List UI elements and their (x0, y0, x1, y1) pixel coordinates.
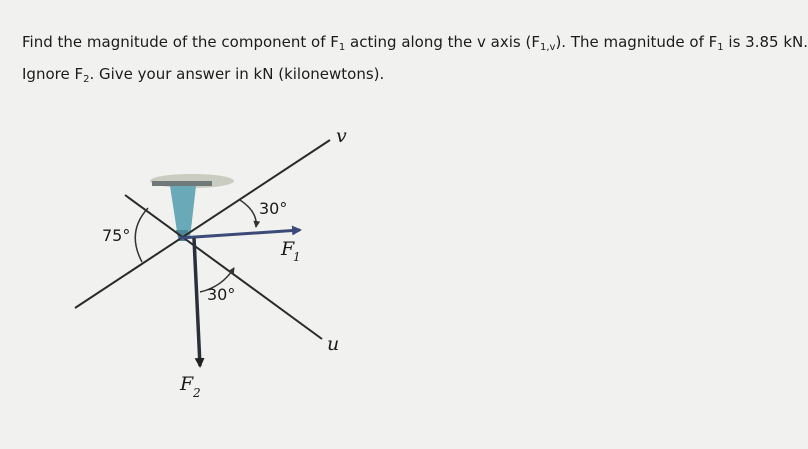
f1-arrow (180, 230, 300, 238)
question-line-1: Find the magnitude of the component of $F_1$ acting along the v axis $(F_{1,v})$. The magnitude of $F_1$ is 3.85 kN. (22, 33, 808, 53)
f2-arrow (194, 238, 200, 366)
angle-label-u-f2: 30° (207, 285, 236, 304)
svg-text:F: F (281, 238, 295, 260)
u-axis-line (125, 195, 322, 339)
angle-label-v-f1: 30° (259, 199, 288, 218)
f2-label (179, 373, 201, 400)
arc-75 (135, 208, 148, 262)
svg-text:1: 1 (293, 250, 301, 264)
angle-label-support: 75° (102, 226, 131, 245)
v-axis-label: v (336, 125, 347, 147)
svg-text:F: F (180, 373, 194, 395)
f1-label (280, 238, 301, 264)
arc-30-upper (240, 200, 256, 227)
v-axis-line (75, 140, 330, 308)
u-axis-label: u (327, 333, 340, 355)
question-line-2: Ignore $F_2$. Give your answer in kN (kilonewtons). (22, 65, 385, 85)
svg-text:2: 2 (193, 386, 201, 400)
